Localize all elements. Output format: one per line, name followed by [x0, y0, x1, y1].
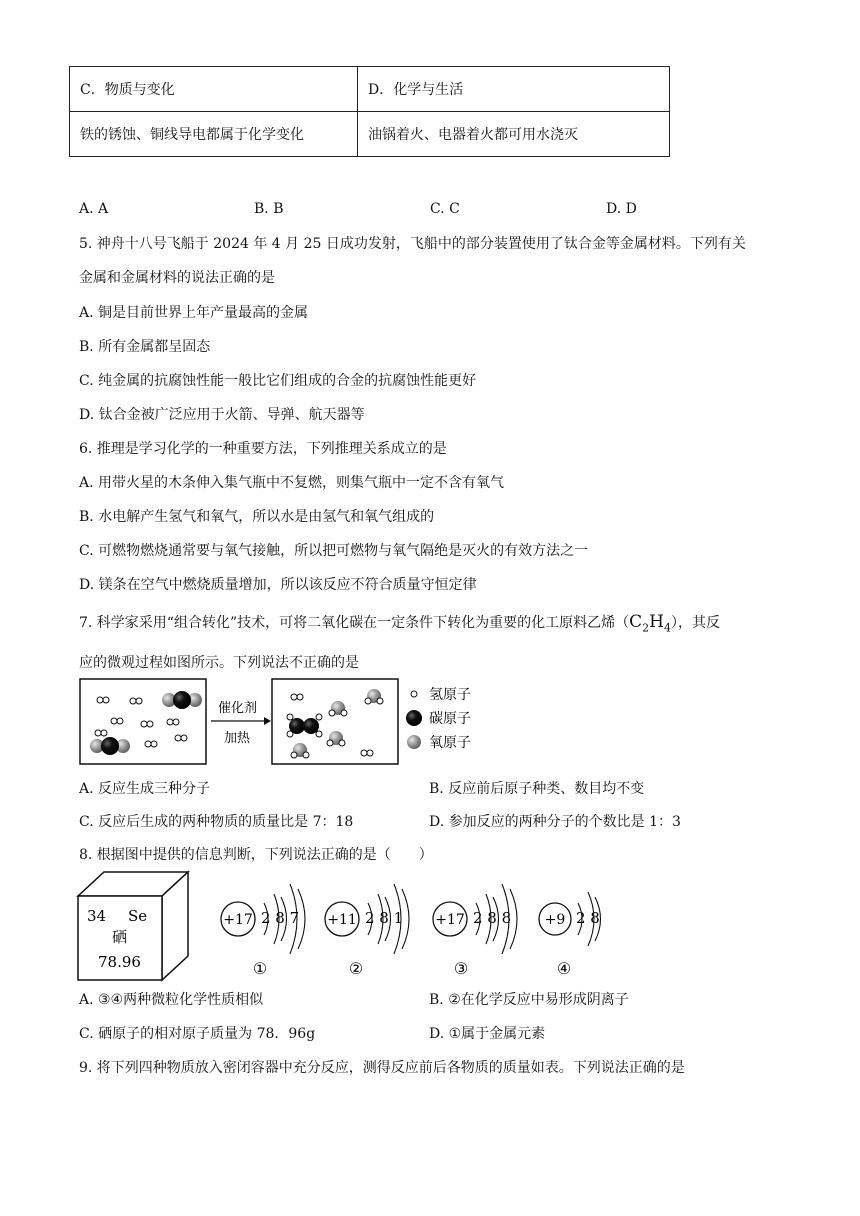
q5-option-c: C. 纯金属的抗腐蚀性能一般比它们组成的合金的抗腐蚀性能更好	[79, 373, 477, 389]
q4-option-d: D. D	[606, 201, 637, 217]
element-symbol: Se	[128, 907, 148, 925]
atom-3-nucleus: +17	[435, 912, 465, 928]
q8-option-a: A. ③④两种微粒化学性质相似	[79, 992, 264, 1008]
q8-option-c: C. 硒原子的相对原子质量为 78．96g	[79, 1026, 316, 1042]
q6-stem: 6. 推理是学习化学的一种重要方法，下列推理关系成立的是	[79, 441, 447, 457]
q7-stem-text-post: ），其反	[670, 615, 720, 631]
atom-4-shells: 2 8	[576, 909, 600, 927]
q5-stem-line2: 金属和金属材料的说法正确的是	[79, 270, 275, 286]
element-name: 硒	[112, 928, 128, 946]
q8-option-d: D. ①属于金属元素	[429, 1026, 546, 1042]
q8-option-b: B. ②在化学反应中易形成阴离子	[429, 992, 629, 1008]
table-cell-c-head: C．物质与变化	[70, 67, 358, 112]
q6-option-c: C. 可燃物燃烧通常要与氧气接触，所以把可燃物与氧气隔绝是灭火的有效方法之一	[79, 543, 589, 559]
atom-diagram-4	[539, 892, 601, 978]
q4-option-b: B. B	[254, 201, 284, 217]
q5-option-a: A. 铜是目前世界上年产量最高的金属	[79, 305, 309, 321]
q4-options-table	[69, 66, 670, 157]
atomic-structure-diagram	[74, 864, 634, 984]
q4-option-c: C. C	[430, 201, 460, 217]
q4-option-a: A. A	[79, 201, 109, 217]
table-cell-d-head: D．化学与生活	[358, 67, 670, 112]
carbon-atom-legend-icon	[406, 710, 422, 726]
element-mass: 78.96	[98, 953, 141, 971]
atom-2-nucleus: +11	[327, 912, 357, 928]
atom-4-nucleus: +9	[544, 912, 566, 928]
q9-stem: 9. 将下列四种物质放入密闭容器中充分反应，测得反应前后各物质的质量如表。下列说法正确的是	[79, 1060, 685, 1076]
atom-2-label: ②	[348, 959, 364, 978]
legend-carbon: 碳原子	[429, 711, 471, 727]
q7-option-d: D. 参加反应的两种分子的个数比是 1：3	[429, 814, 681, 830]
atom-3-shells: 2 8 8	[473, 909, 512, 927]
atom-diagram-1	[221, 884, 305, 978]
oxygen-atom-legend-icon	[407, 735, 421, 749]
hydrogen-atom-legend-icon	[411, 691, 417, 697]
q5-stem-line1: 5. 神舟十八号飞船于 2024 年 4 月 25 日成功发射，飞船中的部分装置使用了钛合金等金属材料。下列有关	[79, 236, 746, 252]
atom-1-nucleus: +17	[223, 912, 253, 928]
q5-option-d: D. 钛合金被广泛应用于火箭、导弹、航天器等	[79, 407, 365, 423]
element-number: 34	[87, 907, 107, 925]
atom-diagram-3	[433, 884, 517, 978]
atom-1-label: ①	[252, 959, 268, 978]
co2-molecule-top	[162, 691, 202, 709]
legend-oxygen: 氧原子	[429, 735, 471, 751]
q7-stem-text-pre: 7. 科学家采用“组合转化”技术，可将二氧化碳在一定条件下转化为重要的化工原料乙烯（	[79, 615, 630, 631]
formula-ethylene: $C_2H_4$	[629, 612, 671, 635]
atom-1-shells: 2 8 7	[261, 909, 300, 927]
table-cell-c-body: 铁的锈蚀、铜线导电都属于化学变化	[70, 112, 358, 157]
q7-option-a: A. 反应生成三种分子	[79, 781, 211, 797]
q7-stem-line2: 应的微观过程如图所示。下列说法不正确的是	[79, 655, 359, 671]
atom-3-label: ③	[453, 959, 469, 978]
atom-2-shells: 2 8 1	[365, 909, 404, 927]
q8-stem: 8. 根据图中提供的信息判断，下列说法正确的是（ ）	[79, 847, 433, 863]
legend-hydrogen: 氢原子	[429, 687, 471, 703]
q5-option-b: B. 所有金属都呈固态	[79, 339, 211, 355]
catalyst-label: 催化剂	[218, 701, 258, 716]
reaction-diagram	[78, 676, 478, 768]
table-cell-d-body: 油锅着火、电器着火都可用水浇灭	[358, 112, 670, 157]
q7-option-b: B. 反应前后原子种类、数目均不变	[429, 781, 645, 797]
heat-label: 加热	[224, 731, 251, 746]
q6-option-d: D. 镁条在空气中燃烧质量增加，所以该反应不符合质量守恒定律	[79, 577, 477, 593]
atom-diagram-2	[325, 884, 409, 978]
q7-stem-line1	[79, 612, 720, 634]
atom-4-label: ④	[556, 959, 572, 978]
q7-option-c: C. 反应后生成的两种物质的质量比是 7：18	[79, 814, 354, 830]
co2-molecule-bottom	[90, 737, 130, 755]
q6-option-b: B. 水电解产生氢气和氧气，所以水是由氢气和氧气组成的	[79, 509, 435, 525]
q6-option-a: A. 用带火星的木条伸入集气瓶中不复燃，则集气瓶中一定不含有氧气	[79, 475, 505, 491]
